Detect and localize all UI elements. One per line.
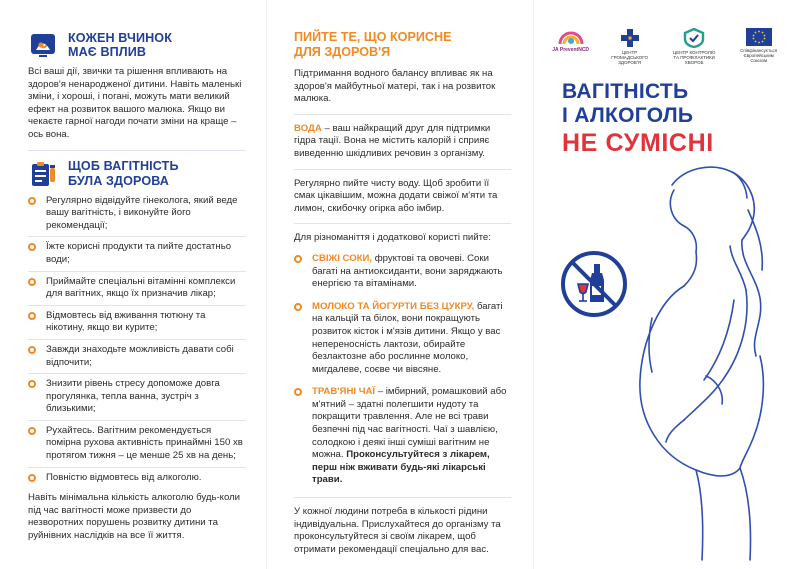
section-heading-drink: ПИЙТЕ ТЕ, ЩО КОРИСНЕ ДЛЯ ЗДОРОВ'Я	[294, 30, 452, 59]
medical-clipboard-icon	[28, 159, 58, 189]
section-heading-healthy-pregnancy	[28, 159, 246, 189]
list-item: МОЛОКО ТА ЙОГУРТИ БЕЗ ЦУКРУ, багаті на кальцій та білок, вони покращують розвиток кісток і м'язів дитини. Якщо у вас непереносність лактози, обирайте безлактозне або рослинне молоко, мигдалеве, соєве чи вівсяне.	[294, 301, 511, 377]
bullet-icon	[28, 380, 36, 388]
paragraph-variety: Для різноманіття і додаткової користі пийте:	[294, 232, 491, 244]
list-item: Відмовтесь від вживання тютюну та нікотину, якщо ви курите;	[28, 310, 246, 340]
paragraph-water-tip: Регулярно пийте чисту воду. Щоб зробити її смак цікавішим, можна додати свіжої м'яти та лимон, скибочку огірка або імбир.	[294, 177, 498, 214]
bullet-icon	[28, 346, 36, 354]
title-line-highlight: НЕ СУМІСНІ	[562, 129, 714, 157]
bullet-icon	[294, 303, 302, 311]
heading-line: ЩОБ ВАГІТНІСТЬ	[68, 159, 179, 174]
bullet-icon	[28, 474, 36, 482]
ultrasound-baby-icon	[28, 30, 58, 60]
panel-cover	[533, 0, 800, 569]
bullet-icon	[294, 388, 302, 396]
bullet-icon	[294, 255, 302, 263]
paragraph-every-action: Всі ваші дії, звички та рішення впливають на здоров'я ненародженої дитини. Навіть маленькі зміни, і хороші, і погані, можуть мати великий ефект на розвиток вашого малюка. Якщо ви чекаєте гарної нагоди почати зміни на краще – ось вона.	[28, 66, 242, 140]
title-line: І АЛКОГОЛЬ	[562, 104, 694, 127]
list-item: Їжте корисні продукти та пийте достатньо води;	[28, 241, 246, 271]
heading-line: КОЖЕН ВЧИНОК	[68, 30, 172, 45]
title-line: ВАГІТНІСТЬ	[562, 80, 689, 103]
bullet-icon	[28, 278, 36, 286]
bullet-icon	[28, 312, 36, 320]
list-item: Завжди знаходьте можливість давати собі відпочити;	[28, 344, 246, 374]
heading-line: МАЄ ВПЛИВ	[68, 45, 147, 59]
panel-left	[0, 0, 266, 569]
divider	[294, 114, 511, 115]
bullet-icon	[28, 197, 36, 205]
divider	[294, 497, 511, 498]
list-item: Знизити рівень стресу допоможе довга прогулянка, тепла ванна, зустріч з близькими;	[28, 378, 246, 421]
no-alcohol-icon	[560, 250, 628, 318]
paragraph-intro: Підтримання водного балансу впливає як на здоров'я майбутньої матері, так і на розвиток малюка.	[294, 68, 496, 105]
civic-health-center-logo: ЦЕНТР ГРОМАДСЬКОГО ЗДОРОВ'Я	[606, 28, 654, 65]
disease-control-center-logo: ЦЕНТР КОНТРОЛЮ ТА ПРОФІЛАКТИКИ ХВОРОБ	[670, 28, 718, 65]
list-item: Рухайтесь. Вагітним рекомендується помірна рухова активність принаймні 150 хв протягом тижня – це менше 25 хв на день;	[28, 425, 246, 468]
paragraph-closing-alcohol: Навіть мінімальна кількість алкоголю будь-коли під час вагітності може призвести до незворотних порушень розвитку дитини та руйнівних наслідків на все її життя.	[28, 492, 241, 542]
eu-flag-logo: Співфінансується Європейським Союзом	[735, 28, 783, 63]
heading-line: БУЛА ЗДОРОВА	[68, 173, 169, 188]
divider	[294, 223, 511, 224]
list-item: СВІЖІ СОКИ, фруктові та овочеві. Соки багаті на антиоксиданти, вони заряджають енергією та вітамінами.	[294, 253, 511, 291]
drinks-list	[294, 253, 511, 487]
divider	[294, 169, 511, 170]
panel-middle	[266, 0, 533, 569]
list-item: ТРАВ'ЯНІ ЧАЇ – імбирний, ромашковий або м'ятний – здатні полегшити нудоту та покращити травлення. Але не всі трави безпечні під час вагітності. Чаї з шавлією, солодкою і деякі інші суміші вагітним не можна. Проконсультуйтеся з лікарем, перш ніж вживати будь-які лікарські трави.	[294, 386, 511, 487]
ja-preventncd-logo: JA PreventNCD	[552, 28, 589, 53]
bullet-icon	[28, 243, 36, 251]
healthy-pregnancy-list	[28, 195, 246, 489]
section-heading-every-action	[28, 30, 246, 60]
divider	[28, 150, 246, 151]
list-item: Приймайте спеціальні вітамінні комплекси для вагітних, якщо їх призначив лікар;	[28, 276, 246, 306]
list-item: Повністю відмовтесь від алкоголю.	[28, 472, 246, 489]
paragraph-water: ВОДА – ваш найкращий друг для підтримки гідра тації. Вона не містить калорій і сприяє виведенню шкідливих речовин з організму.	[294, 122, 491, 159]
paragraph-closing-individual: У кожної людини потреба в кількості рідини індивідуальна. Прислухайтеся до організму та проконсультуйтеся зі своїм лікарем, щоб отримати рекомендації спеціально для вас.	[294, 506, 501, 555]
list-item: Регулярно відвідуйте гінеколога, який веде вашу вагітність, і виконуйте його рекомендації;	[28, 195, 246, 238]
bullet-icon	[28, 427, 36, 435]
